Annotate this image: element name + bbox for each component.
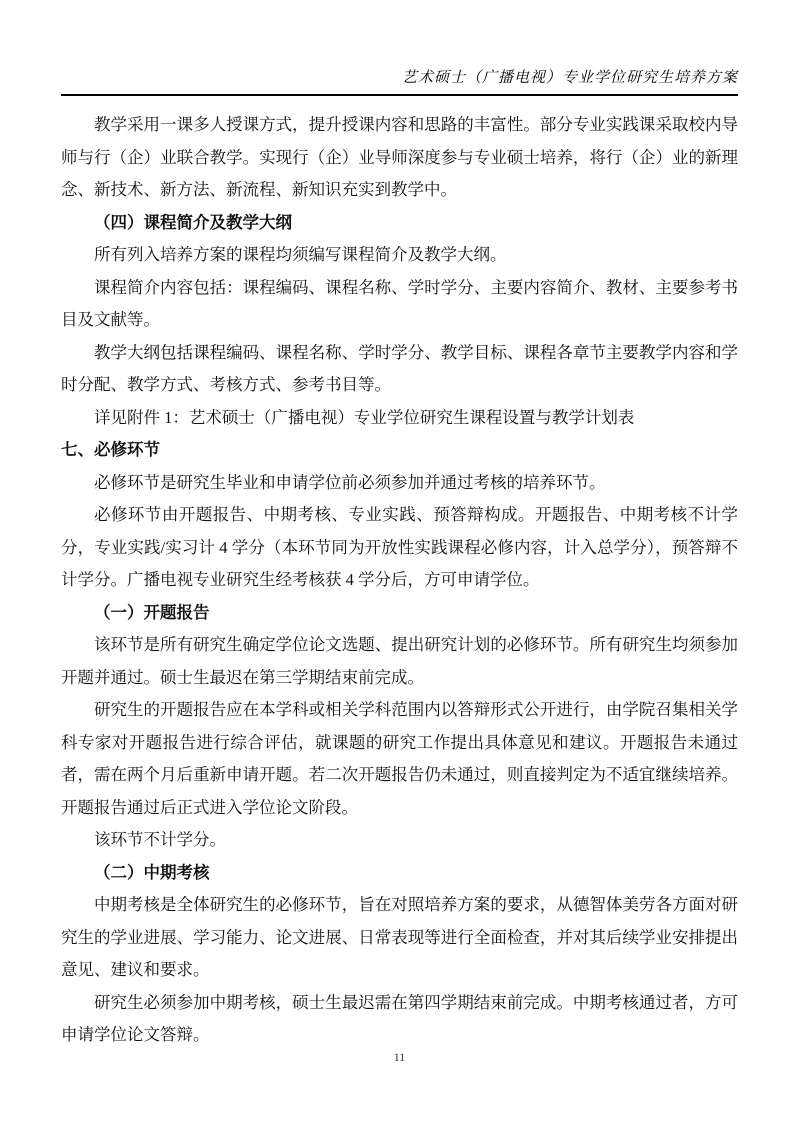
paragraph-midterm-def: 中期考核是全体研究生的必修环节，旨在对照培养方案的要求，从德智体美劳各方面对研究生的学业进展、学习能力、论文进展、日常表现等进行全面检查，并对其后续学业安排提出意见、建议和要求。 bbox=[61, 895, 738, 979]
heading-proposal-report: （一）开题报告 bbox=[94, 603, 210, 622]
paragraph-required-links-def: 必修环节是研究生毕业和申请学位前必须参加并通过考核的培养环节。 bbox=[94, 472, 606, 492]
page-header-title: 艺术硕士（广播电视）专业学位研究生培养方案 bbox=[61, 66, 738, 96]
page-number: 11 bbox=[393, 1050, 406, 1064]
heading-required-links: 七、必修环节 bbox=[61, 441, 160, 459]
paragraph-midterm-deadline: 研究生必须参加中期考核，硕士生最迟需在第四学期结束前完成。中期考核通过者，方可申请学位论文答辩。 bbox=[61, 992, 738, 1044]
paragraph-proposal-no-credit: 该环节不计学分。 bbox=[94, 830, 226, 849]
paragraph-course-intro-contents: 课程简介内容包括：课程编码、课程名称、学时学分、主要内容简介、教材、主要参考书目及文献等。 bbox=[61, 277, 738, 329]
heading-midterm-assessment: （二）中期考核 bbox=[94, 863, 210, 882]
paragraph-teaching-method: 教学采用一课多人授课方式，提升授课内容和思路的丰富性。部分专业实践课采取校内导师与行（企）业联合教学。实现行（企）业导师深度参与专业硕士培养，将行（企）业的新理念、新技术、新方法、新流程、新知识充实到教学中。 bbox=[61, 115, 738, 199]
paragraph-syllabus-contents: 教学大纲包括课程编码、课程名称、学时学分、教学目标、课程各章节主要教学内容和学时分配、教学方式、考核方式、参考书目等。 bbox=[61, 342, 738, 394]
document-body bbox=[61, 109, 738, 1052]
paragraph-proposal-process: 研究生的开题报告应在本学科或相关学科范围内以答辩形式公开进行，由学院召集相关学科专家对开题报告进行综合评估，就课题的研究工作提出具体意见和建议。开题报告未通过者，需在两个月后重新申请开题。若二次开题报告仍未通过，则直接判定为不适宜继续培养。开题报告通过后正式进入学位论文阶段。 bbox=[61, 700, 738, 817]
paragraph-required-links-comp: 必修环节由开题报告、中期考核、专业实践、预答辩构成。开题报告、中期考核不计学分，专业实践/实习计 4 学分（本环节同为开放性实践课程必修内容，计入总学分），预答辩不计学分。广播电视专业研究生经考核获 4 学分后，方可申请学位。 bbox=[61, 505, 738, 589]
paragraph-all-courses: 所有列入培养方案的课程均须编写课程简介及教学大纲。 bbox=[94, 245, 507, 264]
paragraph-see-attachment: 详见附件 1：艺术硕士（广播电视）专业学位研究生课程设置与教学计划表 bbox=[94, 407, 635, 427]
heading-course-intro-syllabus: （四）课程简介及教学大纲 bbox=[94, 213, 292, 232]
paragraph-proposal-def: 该环节是所有研究生确定学位论文选题、提出研究计划的必修环节。所有研究生均须参加开题并通过。硕士生最迟在第三学期结束前完成。 bbox=[61, 635, 738, 687]
